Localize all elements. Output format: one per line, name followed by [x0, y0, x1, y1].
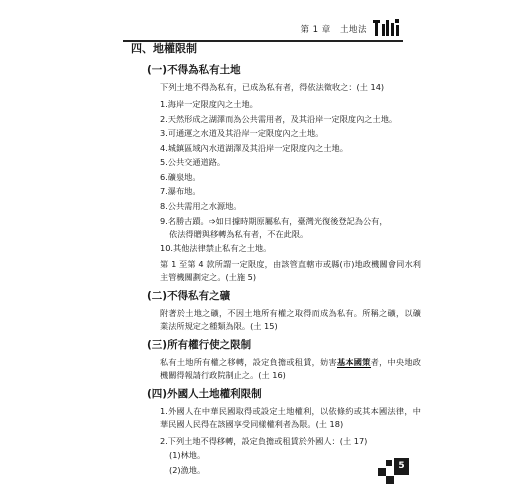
list-item: 2.下列土地不得移轉，設定負擔或租賃於外國人：(土 17) [160, 435, 368, 446]
list-item: 8.公共需用之水源地。 [160, 200, 242, 211]
page-number: 5 [394, 458, 409, 475]
paragraph: 下列土地不得為私有，已成為私有者，得依法徵收之：(土 14) [160, 82, 385, 92]
list-item-continuation: 依法得贈與移轉為私有者，不在此限。 [169, 229, 309, 239]
subsection-title: (二)不得私有之礦 [147, 289, 231, 302]
subsection-title: (四)外國人土地權利限制 [147, 387, 262, 400]
subsection-title: (一)不得為私有土地 [147, 64, 241, 76]
list-item: 10.其他法律禁止私有之土地。 [160, 243, 272, 253]
list-item: 4.城鎮區域內水道湖澤及其沿岸一定限度內之土地。 [160, 142, 348, 153]
paragraph-text: 私有土地所有權之移轉，設定負擔或租賃，妨害 [160, 356, 337, 367]
note-paragraph: 第 1 至第 4 款所謂一定限度，由該管直轄市或縣(市)地政機關會同水利主管機關劃定之。(土施 5) [160, 258, 421, 282]
header-text [294, 23, 367, 35]
subsection-2 [147, 288, 421, 333]
list-item: 3.可通運之水道及其沿岸一定限度內之土地。 [160, 128, 324, 138]
list-item: 5.公共交通道路。 [160, 157, 226, 167]
subsection-3 [147, 337, 421, 382]
page-content [131, 40, 421, 477]
paragraph [160, 356, 421, 382]
highlighted-term: 基本國策 [336, 356, 371, 367]
sub-list-item: (1)林地。 [169, 450, 206, 460]
subsection-title: (三)所有權行使之限制 [147, 338, 252, 351]
sub-list-item: (2)漁地。 [169, 464, 206, 475]
chapter-number: 第 1 章 [300, 25, 331, 35]
paragraph-text: 者，中央地政機關得報請行政院制止之。(土 16) [160, 356, 421, 380]
list-item: 1.外國人在中華民國取得或設定土地權利，以依條約或其本國法律，中華民國人民得在該國享受同樣權利者為限。(土 18) [160, 405, 421, 429]
subsection-1 [147, 62, 421, 284]
running-header [123, 18, 403, 42]
list-item: 6.礦泉地。 [160, 171, 201, 182]
brand-logo-icon [373, 18, 401, 38]
paragraph: 附著於土地之礦，不因土地所有權之取得而成為私有。所稱之礦，以礦業法所規定之種類為限。(土 15) [160, 307, 421, 331]
chapter-title: 土地法 [339, 25, 367, 35]
section-title: 四、地權限制 [131, 42, 197, 55]
list-item: 7.瀑布地。 [160, 186, 201, 196]
list-item: 2.天然形成之湖澤而為公共需用者，及其沿岸一定限度內之土地。 [160, 113, 398, 124]
list-item: 1.海岸一定限度內之土地。 [160, 99, 258, 109]
list-item: 9.名勝古蹟。➩如日據時期原屬私有，臺灣光復後登記為公有， [160, 216, 388, 226]
